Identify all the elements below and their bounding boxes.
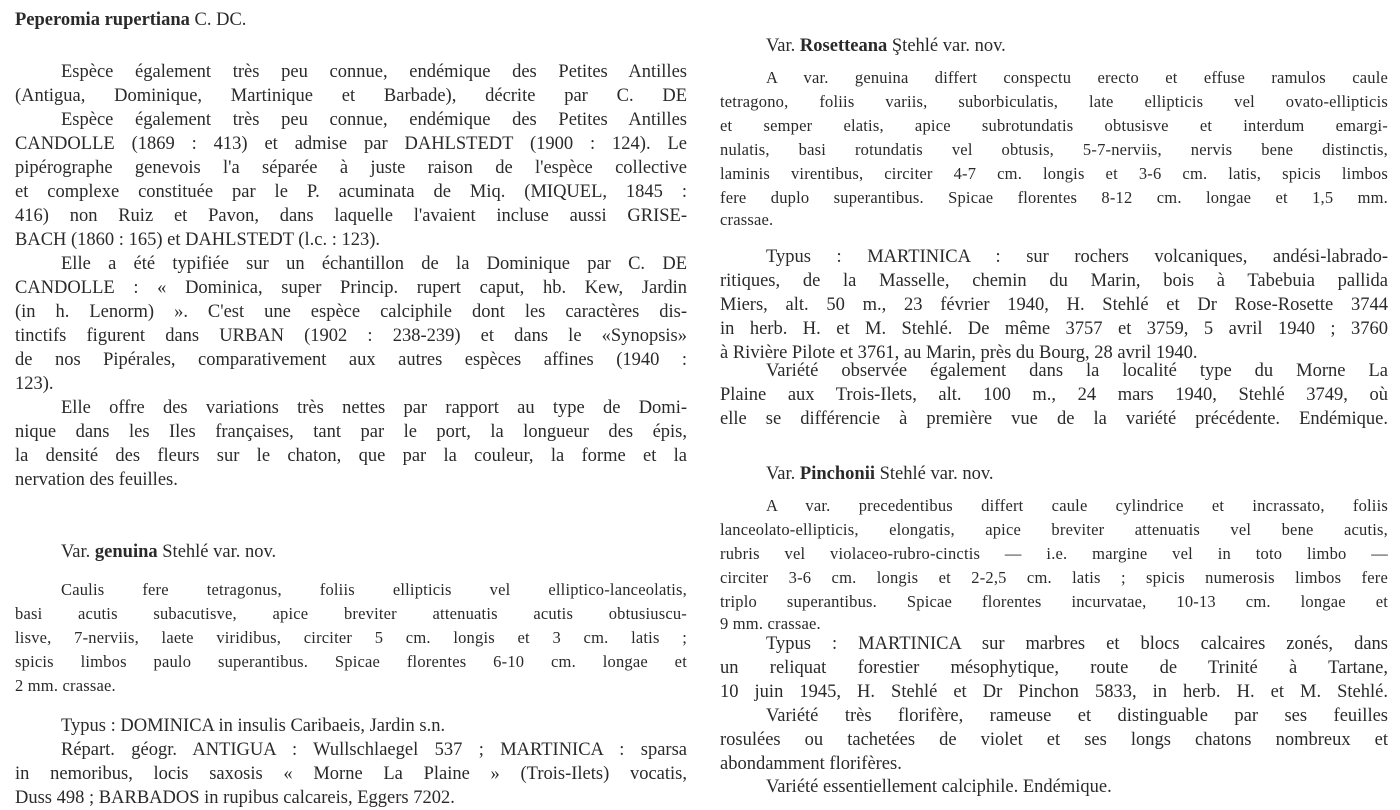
text-line: 2 mm. crassae. bbox=[15, 676, 116, 695]
text-line: Variété observée également dans la localité type du Morne La bbox=[766, 361, 1388, 381]
text-line: crassae. bbox=[720, 210, 774, 229]
text-line: Miers, alt. 50 m., 23 février 1940, H. Stehlé et Dr Rose-Rosette 3744 bbox=[720, 295, 1388, 315]
text-line: pipérographe genevois l'a séparée à juste raison de l'espèce collective bbox=[15, 158, 687, 178]
text-line: A var. genuina differt conspectu erecto et effuse ramulos caule bbox=[766, 68, 1388, 87]
heading-suffix: Stehlé var. nov. bbox=[879, 464, 994, 484]
heading-suffix: Ştehlé var. nov. bbox=[891, 36, 1006, 56]
text-line: Variété essentiellement calciphile. Endémique. bbox=[766, 777, 1112, 797]
text-line: 9 mm. crassae. bbox=[720, 614, 821, 633]
text-line: triplo superantibus. Spicae florentes incurvatae, 10-13 cm. longae et bbox=[720, 592, 1388, 611]
variety-name: Pinchonii bbox=[799, 464, 875, 484]
text-line: et complexe constituée par le P. acuminata de Miq. (MIQUEL, 1845 : bbox=[15, 182, 687, 202]
text-line: 416) non Ruiz et Pavon, dans laquelle l'avaient incluse aussi GRISE- bbox=[15, 206, 687, 226]
text-line: fere duplo superantibus. Spicae florentes 8-12 cm. longae et 1,5 mm. bbox=[720, 188, 1388, 207]
variety-name: Rosetteana bbox=[799, 36, 888, 56]
text-line: à Rivière Pilote et 3761, au Marin, près du Bourg, 28 avril 1940. bbox=[720, 343, 1198, 363]
species-title bbox=[15, 8, 687, 32]
text-line: la densité des fleurs sur le chaton, que par la couleur, la forme et la bbox=[15, 446, 687, 466]
text-line: de nos Pipérales, comparativement aux autres espèces affines (1940 : bbox=[15, 350, 687, 370]
heading-prefix: Var. bbox=[766, 36, 796, 56]
text-line: Typus : MARTINICA sur marbres et blocs calcaires zonés, dans bbox=[766, 634, 1388, 654]
variety-name: genuina bbox=[94, 542, 158, 562]
text-line: lanceolato-ellipticis, elongatis, apice breviter attenuatis vel bene acutis, bbox=[720, 520, 1388, 539]
heading-prefix: Var. bbox=[61, 542, 91, 562]
species-name: Peperomia rupertiana bbox=[15, 10, 190, 30]
text-line: tinctifs figurent dans URBAN (1902 : 238-239) et dans le «Synopsis» bbox=[15, 326, 687, 346]
text-line: CANDOLLE (1869 : 413) et admise par DAHLSTEDT (1900 : 124). Le bbox=[15, 134, 687, 154]
text-line: Espèce également très peu connue, endémique des Petites Antilles bbox=[61, 62, 687, 82]
text-line: Espèce également très peu connue, endémique des Petites Antilles bbox=[61, 110, 687, 130]
text-line: nulatis, basi rotundatis vel obtusis, 5-7-nerviis, nervis bene distinctis, bbox=[720, 140, 1388, 159]
text-line: circiter 3-6 cm. longis et 2-2,5 cm. latis ; spicis numerosis limbos fere bbox=[720, 568, 1388, 587]
text-line: in nemoribus, locis saxosis « Morne La Plaine » (Trois-Ilets) vocatis, bbox=[15, 764, 687, 784]
variety-heading-pinchonii bbox=[720, 462, 1388, 486]
text-line: un reliquat forestier mésophytique, route de Trinité à Tartane, bbox=[720, 658, 1388, 678]
text-line: Typus : DOMINICA in insulis Caribaeis, Jardin s.n. bbox=[61, 716, 446, 736]
variety-heading-genuina bbox=[15, 540, 687, 564]
text-line: nique dans les Iles françaises, tant par le port, la longueur des épis, bbox=[15, 422, 687, 442]
text-line: rubris vel violaceo-rubro-cinctis — i.e. margine vel in toto limbo — bbox=[720, 544, 1388, 563]
heading-suffix: Stehlé var. nov. bbox=[162, 542, 277, 562]
text-line: BACH (1860 : 165) et DAHLSTEDT (l.c. : 123). bbox=[15, 230, 380, 250]
text-line: Répart. géogr. ANTIGUA : Wullschlaegel 537 ; MARTINICA : sparsa bbox=[61, 740, 687, 760]
text-line: Elle offre des variations très nettes par rapport au type de Domi- bbox=[61, 398, 687, 418]
text-line: tetragono, foliis variis, suborbiculatis, late ellipticis vel ovato-ellipticis bbox=[720, 92, 1388, 111]
text-line: 10 juin 1945, H. Stehlé et Dr Pinchon 5833, in herb. H. et M. Stehlé. bbox=[720, 682, 1388, 702]
text-line: Duss 498 ; BARBADOS in rupibus calcareis, Eggers 7202. bbox=[15, 788, 455, 808]
text-line: elle se différencie à première vue de la variété précédente. Endémique. bbox=[720, 409, 1388, 429]
text-line: Plaine aux Trois-Ilets, alt. 100 m., 24 mars 1940, Stehlé 3749, où bbox=[720, 385, 1388, 405]
text-line: lisve, 7-nerviis, laete viridibus, circiter 5 cm. longis et 3 cm. latis ; bbox=[15, 628, 687, 647]
text-line: in herb. H. et M. Stehlé. De même 3757 et 3759, 5 avril 1940 ; 3760 bbox=[720, 319, 1388, 339]
text-line: Caulis fere tetragonus, foliis ellipticis vel elliptico-lanceolatis, bbox=[61, 580, 687, 599]
text-line: A var. precedentibus differt caule cylindrice et incrassato, foliis bbox=[766, 496, 1388, 515]
text-line: Typus : MARTINICA : sur rochers volcaniques, andési-labrado- bbox=[766, 247, 1388, 267]
text-line: Elle a été typifiée sur un échantillon de la Dominique par C. DE bbox=[61, 254, 687, 274]
heading-prefix: Var. bbox=[766, 464, 796, 484]
text-line: (in h. Lenorm) ». C'est une espèce calciphile dont les caractères dis- bbox=[15, 302, 687, 322]
text-line: rosulées ou tachetées de violet et ses longs chatons nombreux et bbox=[720, 730, 1388, 750]
text-line: Variété très florifère, rameuse et distinguable par ses feuilles bbox=[766, 706, 1388, 726]
text-line: abondamment florifères. bbox=[720, 754, 902, 774]
text-line: basi acutis subacutisve, apice breviter attenuatis acutis obtusiuscu- bbox=[15, 604, 687, 623]
text-line: ritiques, de la Masselle, chemin du Marin, bois à Tabebuia pallida bbox=[720, 271, 1388, 291]
variety-heading-rosetteana bbox=[720, 34, 1388, 58]
text-line: spicis limbos paulo superantibus. Spicae florentes 6-10 cm. longae et bbox=[15, 652, 687, 671]
text-line: laminis virentibus, circiter 4-7 cm. longis et 3-6 cm. latis, spicis limbos bbox=[720, 164, 1388, 183]
text-line: (Antigua, Dominique, Martinique et Barbade), décrite par C. DE bbox=[15, 86, 687, 106]
text-line: et semper elatis, apice subrotundatis obtusisve et interdum emargi- bbox=[720, 116, 1388, 135]
text-line: nervation des feuilles. bbox=[15, 470, 178, 490]
text-line: CANDOLLE : « Dominica, super Princip. rupert caput, hb. Kew, Jardin bbox=[15, 278, 687, 298]
text-line: 123). bbox=[15, 374, 54, 394]
species-author: C. DC. bbox=[194, 10, 247, 30]
